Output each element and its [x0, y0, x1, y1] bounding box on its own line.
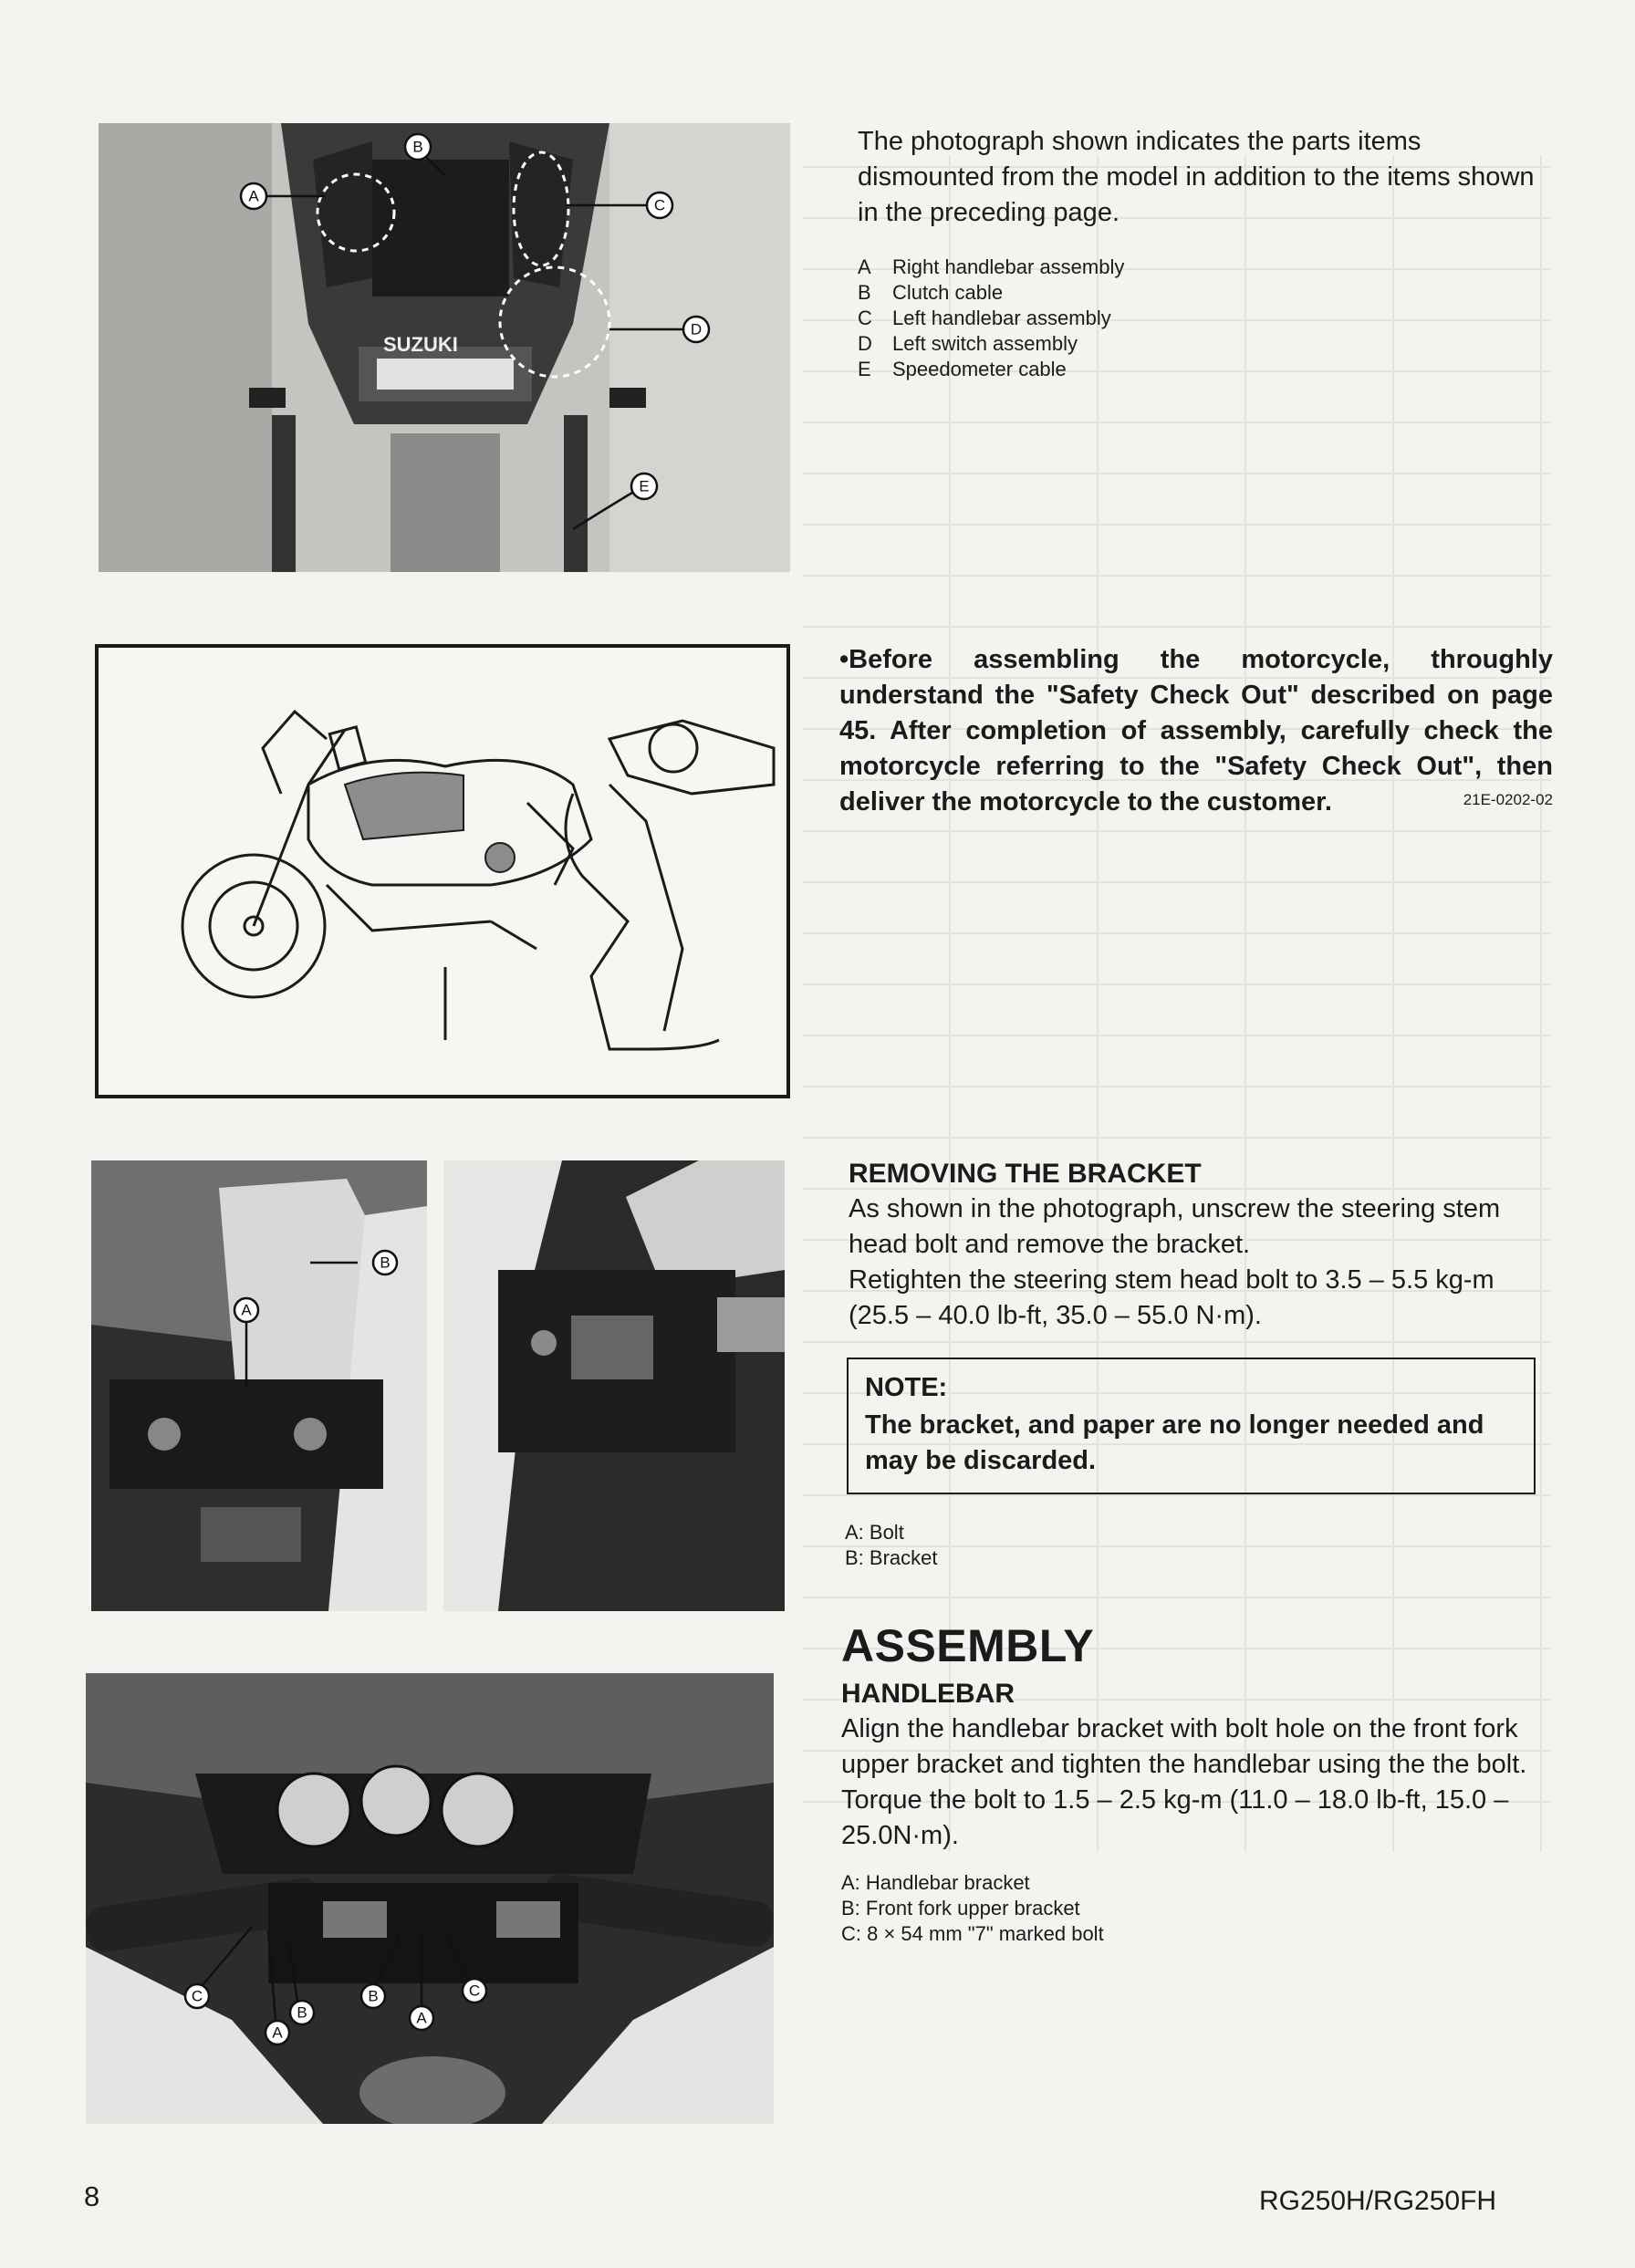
legend-row: C Left handlebar assembly [858, 307, 1111, 329]
svg-text:E: E [639, 477, 650, 495]
legend-row: E Speedometer cable [858, 358, 1067, 380]
note-title: NOTE: [865, 1373, 948, 1402]
note-text: The bracket, and paper are no longer needed and may be discarded. [865, 1410, 1484, 1475]
callout-d [683, 317, 709, 342]
callout-b [373, 1251, 397, 1274]
removing-bracket-text: As shown in the photograph, unscrew the steering stem head bolt and remove the bracket. [849, 1194, 1501, 1259]
handlebar-photo [86, 1673, 774, 2124]
mechanic-illustration [95, 644, 790, 1098]
bracket-photo-left [91, 1160, 427, 1611]
note-box [847, 1358, 1536, 1494]
svg-text:B: B [297, 2003, 307, 2022]
bullet: • [839, 645, 849, 674]
callout-c [185, 1984, 209, 2008]
assembly-section [841, 1620, 1551, 1947]
callout-a [410, 2006, 433, 2030]
svg-text:B: B [412, 138, 423, 156]
svg-text:A: A [272, 2024, 283, 2042]
removing-bracket-heading: REMOVING THE BRACKET [849, 1159, 1202, 1189]
svg-text:C: C [468, 1982, 481, 2000]
parts-intro-block [858, 124, 1546, 382]
model-code: RG250H/RG250FH [1259, 2186, 1497, 2216]
svg-text:C: C [653, 196, 666, 214]
svg-text:A: A [248, 187, 259, 205]
retighten-torque-text: Retighten the steering stem head bolt to 3.5 – 5.5 kg-m (25.5 – 40.0 lb-ft, 35.0 – 55.0 N·m). [849, 1265, 1494, 1330]
callout-e [631, 473, 657, 499]
svg-text:A: A [416, 2009, 427, 2027]
bracket-caption: A: Bolt B: Bracket [845, 1521, 938, 1569]
svg-text:B: B [380, 1254, 391, 1272]
handlebar-heading: HANDLEBAR [841, 1679, 1015, 1709]
legend-row: B Clutch cable [858, 281, 1004, 304]
bracket-photo-right [443, 1160, 785, 1611]
callout-b [405, 134, 431, 160]
callout-c [647, 192, 672, 218]
show-through-background [803, 155, 1551, 1852]
svg-text:C: C [191, 1987, 203, 2005]
legend-row: A Right handlebar assembly [858, 255, 1125, 278]
parts-intro-text: The photograph shown indicates the parts items dismounted from the model in addition to the items shown in the preceding page. [858, 127, 1535, 227]
removing-bracket-section [849, 1157, 1551, 1334]
callout-b [290, 2001, 314, 2024]
handlebar-torque-text: Torque the bolt to 1.5 – 2.5 kg-m (11.0 – 18.0 lb-ft, 15.0 – 25.0N·m). [841, 1785, 1509, 1850]
svg-text:B: B [368, 1987, 379, 2005]
page-number: 8 [84, 2180, 100, 2212]
brand-logo-text: SUZUKI [383, 333, 458, 356]
callout-a [241, 183, 266, 209]
svg-text:D: D [690, 320, 703, 338]
assembly-title: ASSEMBLY [841, 1620, 1095, 1671]
parts-legend [858, 255, 1546, 382]
callout-a [266, 2021, 289, 2044]
handlebar-align-text: Align the handlebar bracket with bolt hole on the front fork upper bracket and tighten the handlebar using the the bolt. [841, 1714, 1527, 1779]
safety-warning [839, 642, 1553, 817]
callout-b [361, 1984, 385, 2008]
legend-row: D Left switch assembly [858, 332, 1078, 355]
svg-text:A: A [241, 1301, 252, 1319]
handlebar-caption: A: Handlebar bracket B: Front fork upper bracket C: 8 × 54 mm "7" marked bolt [841, 1871, 1104, 1945]
document-code: 21E-0202-02 [1463, 791, 1553, 808]
callout-a [234, 1298, 258, 1322]
parts-dismounted-photo [99, 123, 790, 572]
safety-warning-text: Before assembling the motorcycle, throughly understand the "Safety Check Out" described on page 45. After completion of assembly, carefully check the motorcycle referring to the "Safety Check Out", then deliver the motorcycle to the customer. [839, 645, 1553, 817]
callout-c [463, 1979, 486, 2003]
